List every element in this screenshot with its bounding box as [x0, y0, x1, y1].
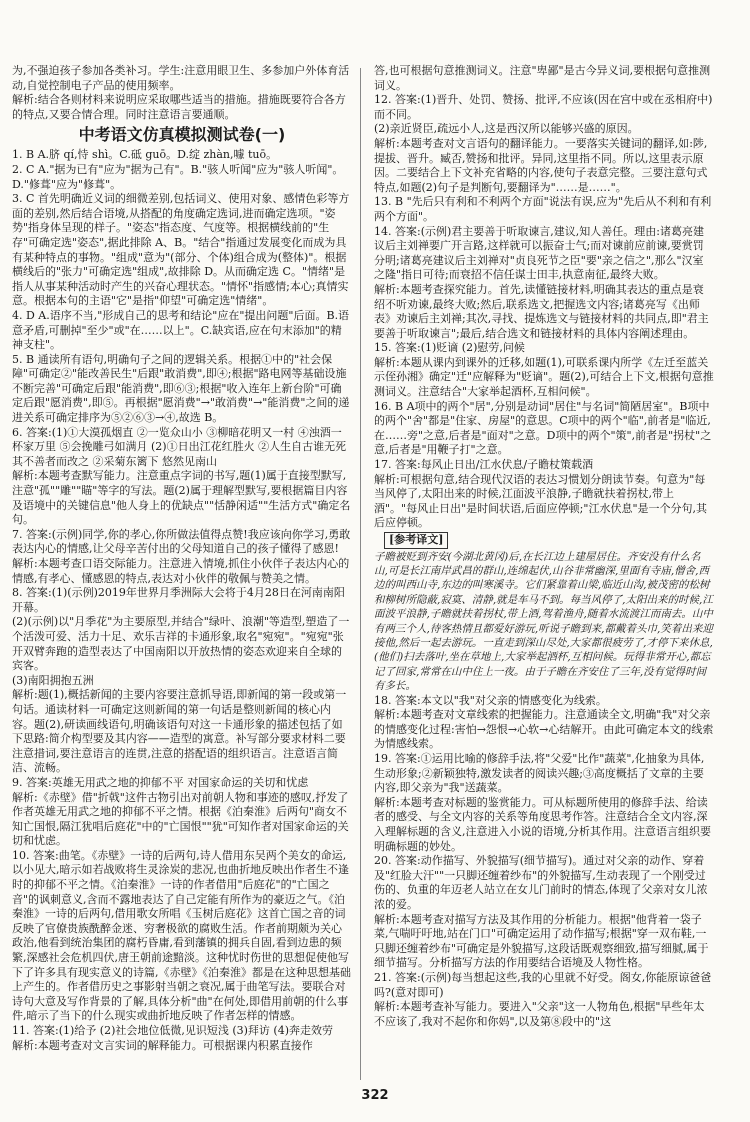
analysis-item: 解析:本题考查口语交际能力。注意进入情境,抓住小伙伴子表达内心的情感,有孝心、懂感恩的特点,表达对小伙伴的敬佩与赞美之情。 — [12, 557, 350, 585]
answer-item: 6. 答案:(1)①大漠孤烟直 ②一览众山小 ③柳暗花明又一村 ④浊酒一杯家万里 ⑤会挽雕弓如满月 (2)①日出江花红胜火 ②人生自古谁无死 其不善者而改之 ②采菊东篱下 悠然见南山 — [12, 425, 347, 468]
analysis-item: 解析:本题考查对文章线索的把握能力。注意通读全文,明确"我"对父亲的情感变化过程:害怕→怨恨→心软→心结解开。由此可确定本文的线索为情感线索。 — [374, 708, 714, 751]
answer-item: 8. 答案:(1)(示例)2019年世界月季洲际大会将于4月28日在河南南阳开幕。 — [12, 586, 345, 614]
analysis-item: 解析:可根据句意,结合现代汉语的表达习惯划分朗读节奏。句意为"每当风停了,太阳出来的时候,江面波平浪静,子瞻就扶着拐杖,带上酒"。"每风止日出"是时间状语,后面应停顿;"江水伏息"是一个分句,其后应停顿。 — [374, 472, 707, 530]
intro-paragraph: 为,不强迫孩子参加各类补习。学生:注意用眼卫生、多参加户外体育活动,自觉控制电子产品的使用频率。 — [12, 64, 350, 92]
answer-item: 3. C 首先明确近义词的细微差别,包括词义、使用对象、感情色彩等方面的差别,然后结合语境,从搭配的角度确定选词,进而确定选项。"姿势"指身体呈现的样子。"姿态"指态度、气度等。根据横线前的"生存"可确定选"姿态",据此排除 A、B。"结合"指通过发展变化而成为具有某种特点的事物。"组成"意为"(部分、个体)组合成为(整体)"。根据横线后的"张力"可确定选"组成",故排除 D。从而确定选 C。"情绪"是指人从事某种活动时产生的兴奋心理状态。"情怀"指感情;本心;真情实意。根据本句的主语"它"是指"仰望"可确定选"情绪"。 — [12, 192, 350, 308]
reference-translation-label: [参考译文] — [384, 532, 448, 549]
analysis-item: 解析:本题考查对文言实词的解释能力。可根据课内积累直接作 — [12, 1038, 313, 1052]
answer-item: 9. 答案:英雄无用武之地的抑郁不平 对国家命运的关切和忧虑 — [12, 775, 309, 789]
answer-item: 1. B A.脐 qí,恃 shì。C.砥 guō。D.绽 zhàn,噱 tuō。 — [12, 148, 278, 162]
answer-item: 10. 答案:曲笔。《赤壁》一诗的后两句,诗人借用东吴两个美女的命运,以小见大,暗示如若战败将生灵涂炭的悲况,也曲折地反映出作者生不逢时的抑郁不平之情。《泊秦淮》一诗的作者借用"后庭花"的"亡国之音"的讽刺意义,含而不露地表达了自己定能有所作为的豪迈之气。《泊秦淮》一诗的后两句,借用歌女所唱《玉树后庭花》这首亡国之音的词反映了官僚贵族酰醉金迷、穷奢极欲的腐败生活。作者前期颇为关心政治,他看到统治集团的腐朽昏庸,看到藩镇的拥兵自固,看到边患的频繁,深感社会危机四伏,唐王朝前途黯淡。这种忧时伤世的思想促使他写下了许多具有现实意义的诗篇,《赤壁》《泊秦淮》都是在这种思想基础上产生的。作者借历史之事影射当朝之衰况,属于曲笔写法。要联合对诗句大意及写作背景的了解,具体分析"曲"在何处,即借用前朝的什么事件,暗示了当下的什么现实或曲折地反映了作者怎样的情感。 — [12, 848, 351, 1023]
answer-item: 16. B A项中的两个"居",分别是动词"居住"与名词"简陋居室"。B项中的两个"舍"都是"住家、房屋"的意思。C项中的两个"临",前者是"临近,在……旁"之意,后者是"面对"之意。D项中的两个"策",前者是"拐杖"之意,后者是"用鞭子打"之意。 — [374, 399, 712, 457]
reference-translation: 子瞻被贬到齐安(今湖北黄冈)后,在长江边上建屋居住。齐安没有什么名山,可是长江南岸武昌的群山,连绵起伏,山谷非常幽深,里面有寺庙,僧舍,西边的叫西山寺,东边的叫寒溪寺。它们紧靠着山梁,临近山沟,被茂密的松树和柳树所隐蔽,寂寞、清静,就是车马不到。每当风停了,太阳出来的时候,江面波平浪静,子瞻就扶着拐杖,带上酒,驾着渔舟,随着水流渡江而南去。山中有两三个人,待客热情且都爱好游玩,听说子瞻到来,都戴着头巾,笑着出来迎接他,然后一起去游玩。一直走到深山尽处,大家都很疲劳了,才停下来休息,(他们)扫去落叶,坐在草地上,大家举起酒杯,互相问候。玩得非常开心,都忘记了回家,常常在山中住上一夜。由于子瞻在齐安住了三年,没有觉得时间有多长。 — [374, 550, 713, 693]
answer-item: 5. B 通读所有语句,明确句子之间的逻辑关系。根据①中的"社会保障"可确定②"能改善民生"后跟"敢消费",即④;根据"路电网等基础设施不断完善"可确定后跟"能消费",即⑥③;根据"收入连年上新台阶"可确定后跟"愿消费",即⑤。再根据"愿消费"→"敢消费"→"能消费"之间的递进关系可确定排序为⑤②⑥③→④,故选 B。 — [12, 352, 350, 425]
answer-item: (2)亲近贤臣,疏远小人,这是西汉所以能够兴盛的原因。 — [374, 122, 639, 136]
answer-item: 4. D A.语序不当,"形成自己的思考和结论"应在"提出问题"后面。B.语意矛盾,可删掉"至少"或"在……以上"。C.缺宾语,应在句末添加"的精神支柱"。 — [12, 308, 350, 352]
answer-item: 12. 答案:(1)晋升、处罚、赞扬、批评,不应该(因在宫中或在丞相府中)而不同。 — [374, 93, 713, 121]
analysis-item: 解析:本题考查对文言语句的翻译能力。一要落实关键词的翻译,如:陟,提拔、晋升。臧否,赞扬和批评。异同,这里指不同。所以,这里表示原因。二要结合上下文补充省略的内容,使句子表意完整。三要注意句式特点,如题(2)句子是判断句,要翻译为"……是……"。 — [374, 136, 708, 194]
analysis-item: 解析:本题考查补写能力。要进入"父亲"这一人物角色,根据"早些年太不应该了,我对不起你和你妈",以及第⑧段中的"这 — [374, 1000, 705, 1028]
answer-item: 18. 答案:本文以"我"对父亲的情感变化为线索。 — [374, 693, 607, 707]
answer-item: 21. 答案:(示例)每当想起这些,我的心里就不好受。阁女,你能原谅爸爸吗?(意对即可) — [374, 970, 712, 999]
answer-item: 答,也可根据句意推测词义。注意"卑鄙"是古今异义词,要根据句意推测词义。 — [374, 64, 711, 92]
answer-item: (3)南阳拥抱五洲 — [12, 673, 94, 687]
analysis-item: 解析:题(1),概括新闻的主要内容要注意抓导语,即新闻的第一段或第一句话。通读材料一可确定这则新闻的第一句话是整则新闻的核心内容。题(2),研读画线语句,明确该语句对这一卡通形象的描述包括了如下思路:简介构型要及其内容——造型的寓意。补写部分要求材料二要注意措词,要注意语言的连贯,注意的搭配语的组织语言。注意语言简洁、流畅。 — [12, 688, 347, 775]
analysis-item: 解析:本题考查对标题的鉴赏能力。可从标题所使用的修辞手法、给读者的感受、与全文内容的关系等角度思考作答。注意结合全文内容,深入理解标题的含义,注意进入小说的语境,分析其作用。注意语言组织要明确标题的妙处。 — [374, 795, 711, 853]
answer-item: 20. 答案:动作描写、外貌描写(细节描写)。通过对父亲的动作、穿着及"红脸大汗""一只脚还缠着纱布"的外貌描写,生动表现了一个刚受过伤的、负重的年迈老人站立在女儿门前时的情态,体现了父亲对女儿浓浓的爱。 — [374, 854, 708, 911]
column-divider — [360, 68, 361, 1080]
analysis-item: 解析:本题从课内到课外的迁移,如题(1),可联系课内所学《左迁至蓝关示侄孙湘》确定"迁"应解释为"贬谪"。题(2),可结合上下文,根据句意推测词义。注意结合"大家举起酒杯,互相问候"。 — [374, 355, 714, 399]
page-number: 322 — [361, 1088, 389, 1103]
analysis-item: 解析:本题考查对描写方法及其作用的分析能力。根据"他背着一袋子菜,气喘吁吁地,站在门口"可确定运用了动作描写;根据"穿一双布鞋,一只脚还缠着纱布"可确定是外貌描写,这段话既观察细致,描写细腻,属于细节描写。分析描写方法的作用要结合语境及人物性格。 — [374, 912, 709, 970]
answer-item: 11. 答案:(1)给予 (2)社会地位低微,见识短浅 (3)拜访 (4)奔走效劳 — [12, 1024, 334, 1037]
answer-item: 17. 答案:每风止日出/江水伏息/子瞻杖策载酒 — [374, 458, 594, 472]
answer-item: 7. 答案:(示例)同学,你的孝心,你所做法值得点赞!我应该向你学习,勇敢表达内心的情感,让父母辛苦付出的父母知道自己的孩子懂得了感恩! — [12, 527, 351, 556]
answer-item: 19. 答案:①运用比喻的修辞手法,将"父爱"比作"蔬菜",化抽象为具体,生动形象;②新颖独特,激发读者的阅读兴趣;③高度概括了文章的主要内容,即父亲为"我"送蔬菜。 — [374, 752, 705, 795]
analysis-item: 解析:《赤壁》借"折戟"这件古物引出对前朝人物和事迹的感叹,抒发了作者英雄无用武之地的抑郁不平之情。根据《泊秦淮》后两句"商女不知亡国恨,隔江犹唱后庭花"中的"亡国恨""犹"可知作者对国家命运的关切和忧虑。 — [12, 790, 349, 848]
intro-paragraph: 解析:结合各则材料来说明应采取哪些适当的措施。措施既要符合各方的特点,又要合情合理。同时注意语言要通顺。 — [12, 93, 346, 121]
test-title: 中考语文仿真模拟测试卷(一) — [78, 125, 286, 145]
analysis-item: 解析:本题考查默写能力。注意重点字词的书写,题(1)属于直接型默写,注意"孤""雕""瞄"等字的写法。题(2)属于理解型默写,要根据篇目内容及语境中的关键信息"他人身上的优缺点""恬静闲适""生活方式"确定名句。 — [12, 469, 351, 527]
answer-item: 13. B "先后只有利和不利两个方面"说法有误,应为"先后从不利和有利两个方面"。 — [374, 195, 712, 223]
answer-item: (2)(示例)以"月季花"为主要原型,并结合"绿叶、浪潮"等造型,塑造了一个活泼可爱、活力十足、欢乐吉祥的卡通形象,取名"宛宛"。"宛宛"张开双臂奔跑的造型表达了中国南阳以开放热情的姿态欢迎来自全球的宾客。 — [12, 615, 350, 673]
right-column — [374, 64, 714, 1084]
answer-item: 15. 答案:(1)贬谪 (2)慰劳,问候 — [374, 341, 525, 355]
answer-item: 14. 答案:(示例)君主要善于听取谏言,建议,知人善任。理由:诸葛亮建议后主刘禅要广开言路,这样就可以振奋士气;而对谏前应前谏,要赏罚分明;诸葛亮建议后主刘禅对"贞良死节之臣"要"亲之信之",那么"汉室之隆"指日可待;而衰招不信任谋士田丰,执意南征,最终大败。 — [374, 224, 704, 282]
left-column — [12, 64, 352, 1084]
answer-item: 2. C A."据为已有"应为"据为己有"。B."骇人听闻"应为"骇人听闻"。D."修葺"应为"修葺"。 — [12, 162, 344, 191]
analysis-item: 解析:本题考查探究能力。首先,读懂链接材料,明确其表达的重点是衰绍不听劝谏,最终大败;然后,联系选文,把握选文内容;诸葛亮写《出师表》劝谏后主刘禅;其次,寻找、提炼选文与链接材料的共同点,即"君主要善于听取谏言";最后,结合选文和链接材料的具体内容阐述理由。 — [374, 282, 709, 340]
